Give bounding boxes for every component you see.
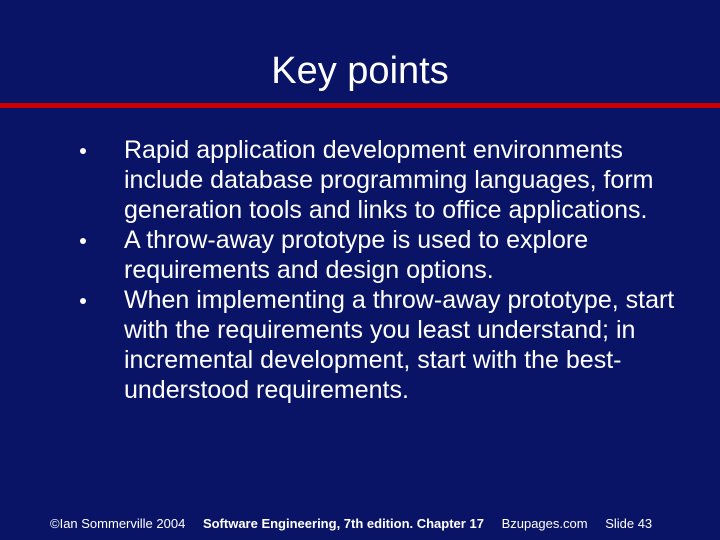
footer-copyright: ©Ian Sommerville 2004 [50,516,186,531]
bullet-text: When implementing a throw-away prototype, start with the requirements you least understand; in incremental development, start with the best-understood requirements. [124,286,675,404]
bullet-item [80,135,700,225]
bullet-dot-icon [80,148,86,154]
bullet-dot-icon [80,238,86,244]
footer-slide-number: Slide 43 [605,516,653,531]
slide-title: Key points [271,50,449,92]
bullet-text: Rapid application development environments include database programming languages, form generation tools and links to office applications. [124,136,654,224]
title-underline [0,103,720,108]
bullet-text: A throw-away prototype is used to explore requirements and design options. [124,226,589,284]
slide-footer [50,515,690,533]
bullet-list [80,135,700,405]
footer-site: Bzupages.com [501,516,588,531]
footer-book-title: Software Engineering, 7th edition. Chapter 17 [202,516,484,531]
bullet-item [80,285,700,405]
bullet-dot-icon [80,298,86,304]
bullet-item [80,225,700,285]
